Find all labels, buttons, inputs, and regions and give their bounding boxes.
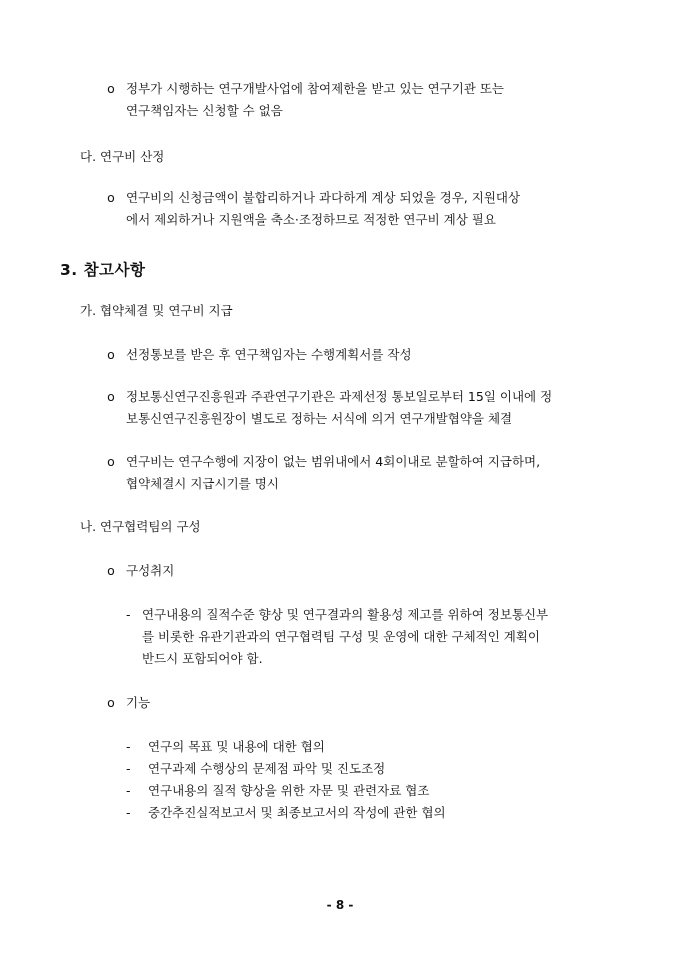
bullet-icon: ο <box>107 695 115 710</box>
item-label: 기능 <box>126 695 151 710</box>
paragraph-line: 연구비는 연구수행에 지장이 없는 범위내에서 4회이내로 분할하여 지급하며, <box>126 454 541 469</box>
paragraph-line: 선정통보를 받은 후 연구책임자는 수행계획서를 작성 <box>126 347 412 362</box>
dash-icon: - <box>126 739 131 754</box>
paragraph-line: 연구비의 신청금액이 불합리하거나 과다하게 계상 되었을 경우, 지원대상 <box>126 190 521 205</box>
list-item: 연구의 목표 및 내용에 대한 협의 <box>148 739 325 754</box>
subsection-title-na: 나. 연구협력팀의 구성 <box>80 519 201 534</box>
paragraph-line: 반드시 포함되어야 함. <box>142 651 263 666</box>
bullet-icon: ο <box>107 81 115 96</box>
bullet-icon: ο <box>107 347 115 362</box>
bullet-icon: ο <box>107 454 115 469</box>
bullet-icon: ο <box>107 563 115 578</box>
list-item: 연구내용의 질적 향상을 위한 자문 및 관련자료 협조 <box>148 783 430 798</box>
dash-icon: - <box>126 761 131 776</box>
paragraph-line: 연구내용의 질적수준 향상 및 연구결과의 활용성 제고를 위하여 정보통신부 <box>142 607 549 622</box>
list-item: 중간추진실적보고서 및 최종보고서의 작성에 관한 협의 <box>148 805 446 820</box>
subsection-title-ga: 가. 협약체결 및 연구비 지급 <box>80 303 233 318</box>
paragraph-line: 협약체결시 지급시기를 명시 <box>126 476 279 491</box>
paragraph-line: 보통신연구진흥원장이 별도로 정하는 서식에 의거 연구개발협약을 체결 <box>126 411 513 426</box>
dash-icon: - <box>126 805 131 820</box>
paragraph-line: 에서 제외하거나 지원액을 축소·조정하므로 적정한 연구비 계상 필요 <box>126 212 496 227</box>
paragraph-line: 정부가 시행하는 연구개발사업에 참여제한을 받고 있는 연구기관 또는 <box>126 81 504 96</box>
page-number: - 8 - <box>326 898 354 912</box>
list-item: 연구과제 수행상의 문제점 파악 및 진도조정 <box>148 761 386 776</box>
section-heading: 3. 참고사항 <box>60 261 146 279</box>
dash-icon: - <box>126 607 131 622</box>
bullet-icon: ο <box>107 389 115 404</box>
subsection-title-da: 다. 연구비 산정 <box>80 149 165 164</box>
paragraph-line: 연구책임자는 신청할 수 없음 <box>126 103 283 118</box>
item-label: 구성취지 <box>126 563 175 578</box>
dash-icon: - <box>126 783 131 798</box>
paragraph-line: 를 비롯한 유관기관과의 연구협력팀 구성 및 운영에 대한 구체적인 계획이 <box>142 629 541 644</box>
bullet-icon: ο <box>107 190 115 205</box>
paragraph-line: 정보통신연구진흥원과 주관연구기관은 과제선정 통보일로부터 15일 이내에 정 <box>126 389 553 404</box>
